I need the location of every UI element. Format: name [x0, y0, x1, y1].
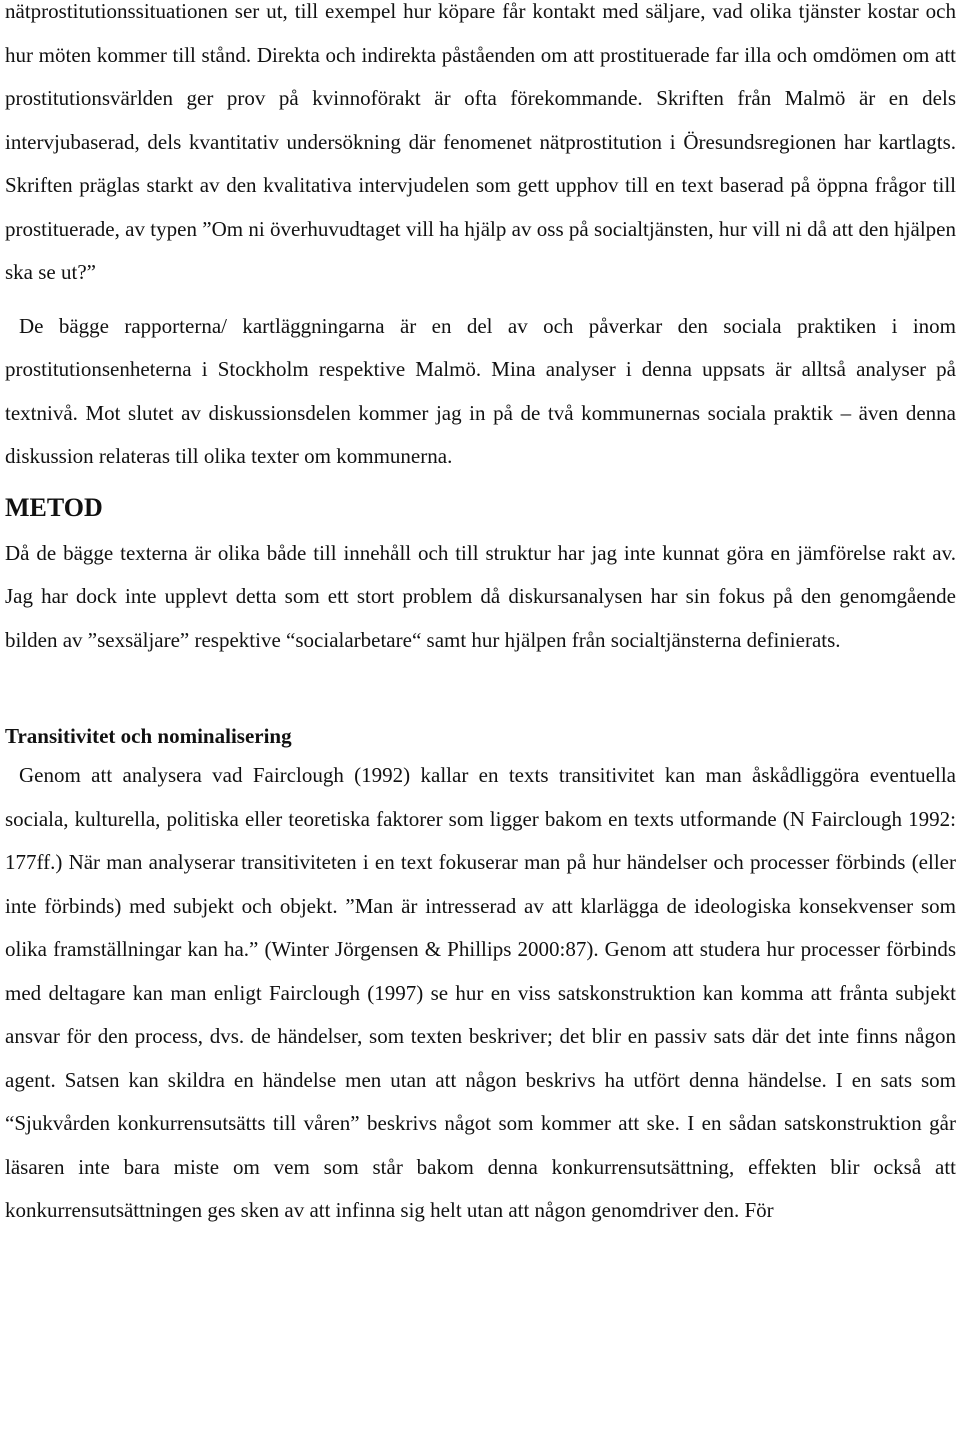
document-page	[5, 0, 956, 1233]
body-paragraph-reports: De bägge rapporterna/ kartläggningarna är en del av och påverkar den sociala praktiken i inom prostitutionsenheterna i Stockholm respektive Malmö. Mina analyser i denna uppsats är alltså analyser på textnivå. Mot slutet av diskussionsdelen kommer jag in på de två kommunernas sociala praktik – även denna diskussion relateras till olika texter om kommunerna.	[5, 313, 956, 468]
body-paragraph-metod: Då de bägge texterna är olika både till innehåll och till struktur har jag inte kunnat göra en jämförelse rakt av. Jag har dock inte upplevt detta som ett stort problem då diskursanalysen har sin fokus på den genomgående bilden av ”sexsäljare” respektive “socialarbetare“ samt hur hjälpen från socialtjänsterna definierats.	[5, 540, 956, 652]
body-paragraph-transitivitet: Genom att analysera vad Fairclough (1992) kallar en texts transitivitet kan man åskådliggöra eventuella sociala, kulturella, politiska eller teoretiska faktorer som ligger bakom en texts utformande (N Fairclough 1992: 177ff.) När man analyserar transitiviteten i en text fokuserar man på hur händelser och processer förbinds (eller inte förbinds) med subjekt och objekt. ”Man är intresserad av att klarlägga de ideologiska konsekvenser som olika framställningar kan ha.” (Winter Jörgensen & Phillips 2000:87). Genom att studera hur processer förbinds med deltagare kan man enligt Fairclough (1997) se hur en viss satskonstruktion kan komma att frånta subjekt ansvar för den process, dvs. de händelser, som texten beskriver; det blir en passiv sats där det inte finns någon agent. Satsen kan skildra en händelse men utan att någon beskrivs ha utfört denna händelse. I en sats som “Sjukvården konkurrensutsätts till våren” beskrivs något som kommer att ske. I en sådan satskonstruktion går läsaren inte bara miste om vem som står bakom denna konkurrensutsättning, effekten blir också att konkurrensutsättningen ges sken av att infinna sig helt utan att någon genomdriver den. För	[5, 763, 956, 1222]
body-paragraph-intro: nätprostitutionssituationen ser ut, till exempel hur köpare får kontakt med säljare, vad olika tjänster kostar och hur möten kommer till stånd. Direkta och indirekta påståenden om att prostituerade far illa och omdömen om att prostitutionsvärlden ger prov på kvinnoförakt är ofta förekommande. Skriften från Malmö är en dels intervjubaserad, dels kvantitativ undersökning där fenomenet nätprostitution i Öresundsregionen har kartlagts. Skriften präglas starkt av den kvalitativa intervjudelen som gett upphov till en text baserad på öppna frågor till prostituerade, av typen ”Om ni överhuvudtaget vill ha hjälp av oss på socialtjänsten, hur vill ni då att den hjälpen ska se ut?”	[5, 0, 956, 284]
section-heading-metod: METOD	[5, 492, 103, 522]
subsection-heading-transitivitet: Transitivitet och nominalisering	[5, 724, 292, 748]
